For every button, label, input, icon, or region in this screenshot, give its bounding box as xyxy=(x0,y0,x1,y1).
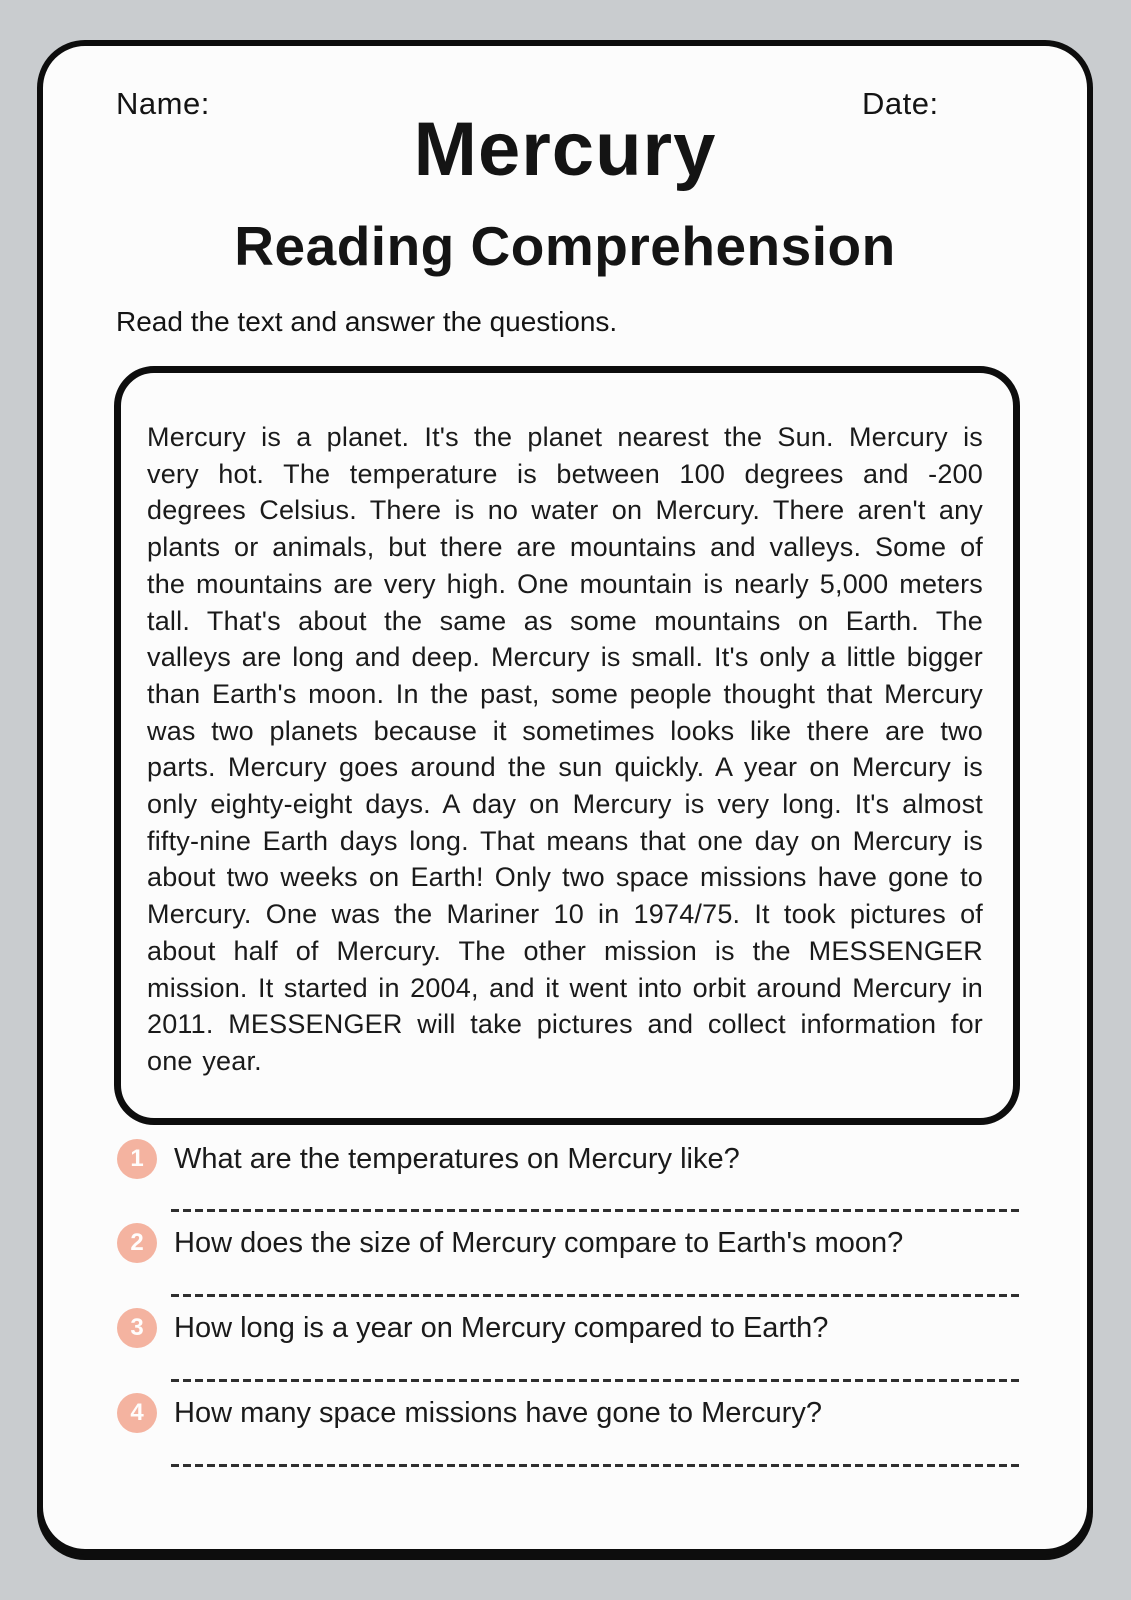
question-row-3 xyxy=(117,1308,828,1348)
question-row-1 xyxy=(117,1139,740,1179)
answer-line-1 xyxy=(171,1209,1021,1212)
question-number-badge-4: 4 xyxy=(117,1393,157,1433)
page-subtitle: Reading Comprehension xyxy=(234,215,896,277)
passage-text: Mercury is a planet. It's the planet nearest the Sun. Mercury is very hot. The temperature is between 100 degrees and -200 degrees Celsius. There is no water on Mercury. There aren't any plants or animals, but there are mountains and valleys. Some of the mountains are very high. One mountain is nearly 5,000 meters tall. That's about the same as some mountains on Earth. The valleys are long and deep. Mercury is small. It's only a little bigger than Earth's moon. In the past, some people thought that Mercury was two planets because it sometimes looks like there are two parts. Mercury goes around the sun quickly. A year on Mercury is only eighty-eight days. A day on Mercury is very long. It's almost fifty-nine Earth days long. That means that one day on Mercury is about two weeks on Earth! Only two space missions have gone to Mercury. One was the Mariner 10 in 1974/75. It took pictures of about half of Mercury. The other mission is the MESSENGER mission. It started in 2004, and it went into orbit around Mercury in 2011. MESSENGER will take pictures and collect information for one year. xyxy=(147,422,983,1076)
worksheet-card xyxy=(37,40,1093,1555)
date-label: Date: xyxy=(862,86,939,121)
answer-line-4 xyxy=(171,1464,1021,1467)
question-row-2 xyxy=(117,1223,903,1263)
question-number-badge-1: 1 xyxy=(117,1139,157,1179)
page-title: Mercury xyxy=(413,107,717,192)
passage-box xyxy=(114,366,1020,1125)
question-row-4 xyxy=(117,1393,822,1433)
question-text-1: What are the temperatures on Mercury like? xyxy=(174,1142,740,1175)
instruction-text: Read the text and answer the questions. xyxy=(116,306,618,337)
question-text-4: How many space missions have gone to Mercury? xyxy=(174,1396,822,1429)
question-number-badge-2: 2 xyxy=(117,1223,157,1263)
question-text-3: How long is a year on Mercury compared to Earth? xyxy=(174,1311,829,1344)
answer-line-2 xyxy=(171,1294,1021,1297)
question-text-2: How does the size of Mercury compare to Earth's moon? xyxy=(174,1226,904,1259)
name-label: Name: xyxy=(116,86,210,121)
answer-line-3 xyxy=(171,1379,1021,1382)
question-number-badge-3: 3 xyxy=(117,1308,157,1348)
